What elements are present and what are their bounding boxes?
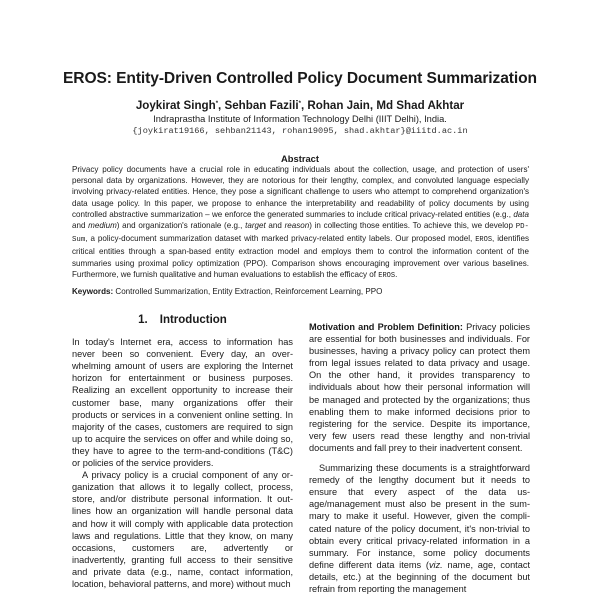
paper-title: EROS: Entity-Driven Controlled Policy Document Summarization: [62, 70, 537, 87]
abstract-heading: Abstract: [280, 153, 320, 164]
author-name: Joykirat Singh: [135, 99, 216, 112]
section-number: 1.: [138, 314, 148, 326]
abstract-body: [72, 164, 529, 282]
section-heading-introduction: [72, 314, 293, 326]
summarizing-paragraph: [309, 462, 530, 595]
author-emails: {joykirat19166, sehban21143, rohan19095, shad.akhtar}@iiitd.ac.in: [132, 126, 468, 136]
entity-term: reason: [284, 221, 310, 231]
section-title: Introduction: [159, 314, 227, 326]
keywords-text: Controlled Summarization, Entity Extraction, Reinforcement Learning, PPO: [113, 287, 383, 296]
model-name: EROS: [475, 236, 493, 245]
equal-contribution-mark: *: [215, 101, 219, 107]
author-separator: ,: [218, 99, 225, 112]
intro-paragraph-2: A privacy policy is a crucial component of any organization that allows it to legally collect, process, store, and/or distribute personal information. It outlines how an organization will handle personal data and how it will comply with applicable data protection laws and regulations. Little that they know, on many occasions, customers are, advertently or inadvertently, granting full access to their sensitive and private data (e.g., name, contact information, location, behavioral patterns, and more) without much: [72, 470, 293, 589]
keywords: [72, 287, 529, 296]
runin-heading: Motivation and Problem Definition:: [309, 322, 463, 332]
abstract-text: Privacy policy documents have a crucial role in educating individuals about the collection, usage, and protection of users' personal data by organizations. However, they are notorious for their lengthy, complex, and convoluted language especially involving privacy-related entities. Hence, they pose a significant challenge to users who attempt to comprehend organization's data usage policy. In this paper, we propose to enhance the interpretability and readability of policy documents by using controlled abstractive summarization – we enforce the generated summaries to include critical privacy-related entities (e.g.,: [72, 165, 529, 219]
intro-paragraph-1: In today's Internet era, access to information has never been so convenient. Every day, an overwhelming amount of users are exploring the Internet horizon for entertainment or business purposes. Realizing an excellent opportunity to increase their customer base, many organizations offer their products or services in a convenient online setting. In majority of the cases, customers are required to sign up to acquire the services on offer and while doing so, they have to agree to the term-and-conditions (T&C) or policies of the service providers.: [72, 337, 293, 469]
equal-contribution-mark: *: [298, 101, 301, 107]
paragraph-text: name, age, contact details, etc.) at the beginning of the document but refrain from reporting the management: [309, 559, 530, 594]
author-name: Rohan Jain: [307, 99, 370, 112]
abstract-text: , identifies critical entities through a span-based entity extraction model and employs them to control the information content of the summaries using proximal policy optimization (PPO). Comparison shows encouraging improvement over various baselines. Furthermore, we furnish qualitative and human evaluations to establish the efficacy of: [72, 234, 529, 279]
abstract-text: and: [265, 221, 285, 231]
motivation-text: Privacy policies are essential for both businesses and individuals. For businesses, having a privacy policy can protect them from legal issues related to data privacy and usage. On the other hand, it provides transparency to individuals about how their personal information will be managed and protected by the organizations; thus enabling them to make informed decisions prior to registering for the service. Despite its importance, very few users read these lengthy and non-trivial documents and fall prey to their inadvertent consent.: [309, 322, 530, 453]
author-name: Sehban Fazili: [224, 99, 299, 112]
author-list: [60, 99, 540, 112]
author-separator: ,: [300, 99, 308, 112]
author-name: Md Shad Akhtar: [376, 99, 465, 112]
entity-term: target: [245, 221, 266, 231]
latin-abbrev: viz.: [428, 559, 443, 570]
left-column: [72, 314, 293, 590]
model-name: EROS: [378, 271, 396, 280]
entity-term: medium: [88, 221, 117, 231]
abstract-text: and: [72, 221, 89, 231]
abstract-text: ) and organization's rationale (e.g.,: [116, 221, 246, 231]
keywords-label: Keywords:: [72, 287, 114, 296]
right-column: [309, 321, 530, 595]
motivation-paragraph: [309, 321, 530, 454]
author-separator: ,: [369, 99, 377, 112]
abstract-text: ) in collecting those entities. To achieve this, we develop: [309, 221, 516, 231]
dataset-name: PD-Sum: [72, 223, 529, 245]
abstract-text: , a policy-document summarization dataset with marked privacy-related entity labels. Our proposed model,: [85, 234, 476, 244]
affiliation: Indraprastha Institute of Information Technology Delhi (IIIT Delhi), India.: [153, 114, 447, 124]
paragraph-text: Summarizing these documents is a straightforward remedy of the lengthy document but it needs to ensure that every aspect of the data usage/management must also be present in the summary to make it useful. However, given the complicated nature of the policy document, it's non-trivial to obtain every critical privacy-related information in a summary. For instance, some policy documents define different data items (: [309, 463, 530, 570]
entity-term: data: [513, 209, 529, 219]
abstract-text: .: [395, 269, 398, 279]
